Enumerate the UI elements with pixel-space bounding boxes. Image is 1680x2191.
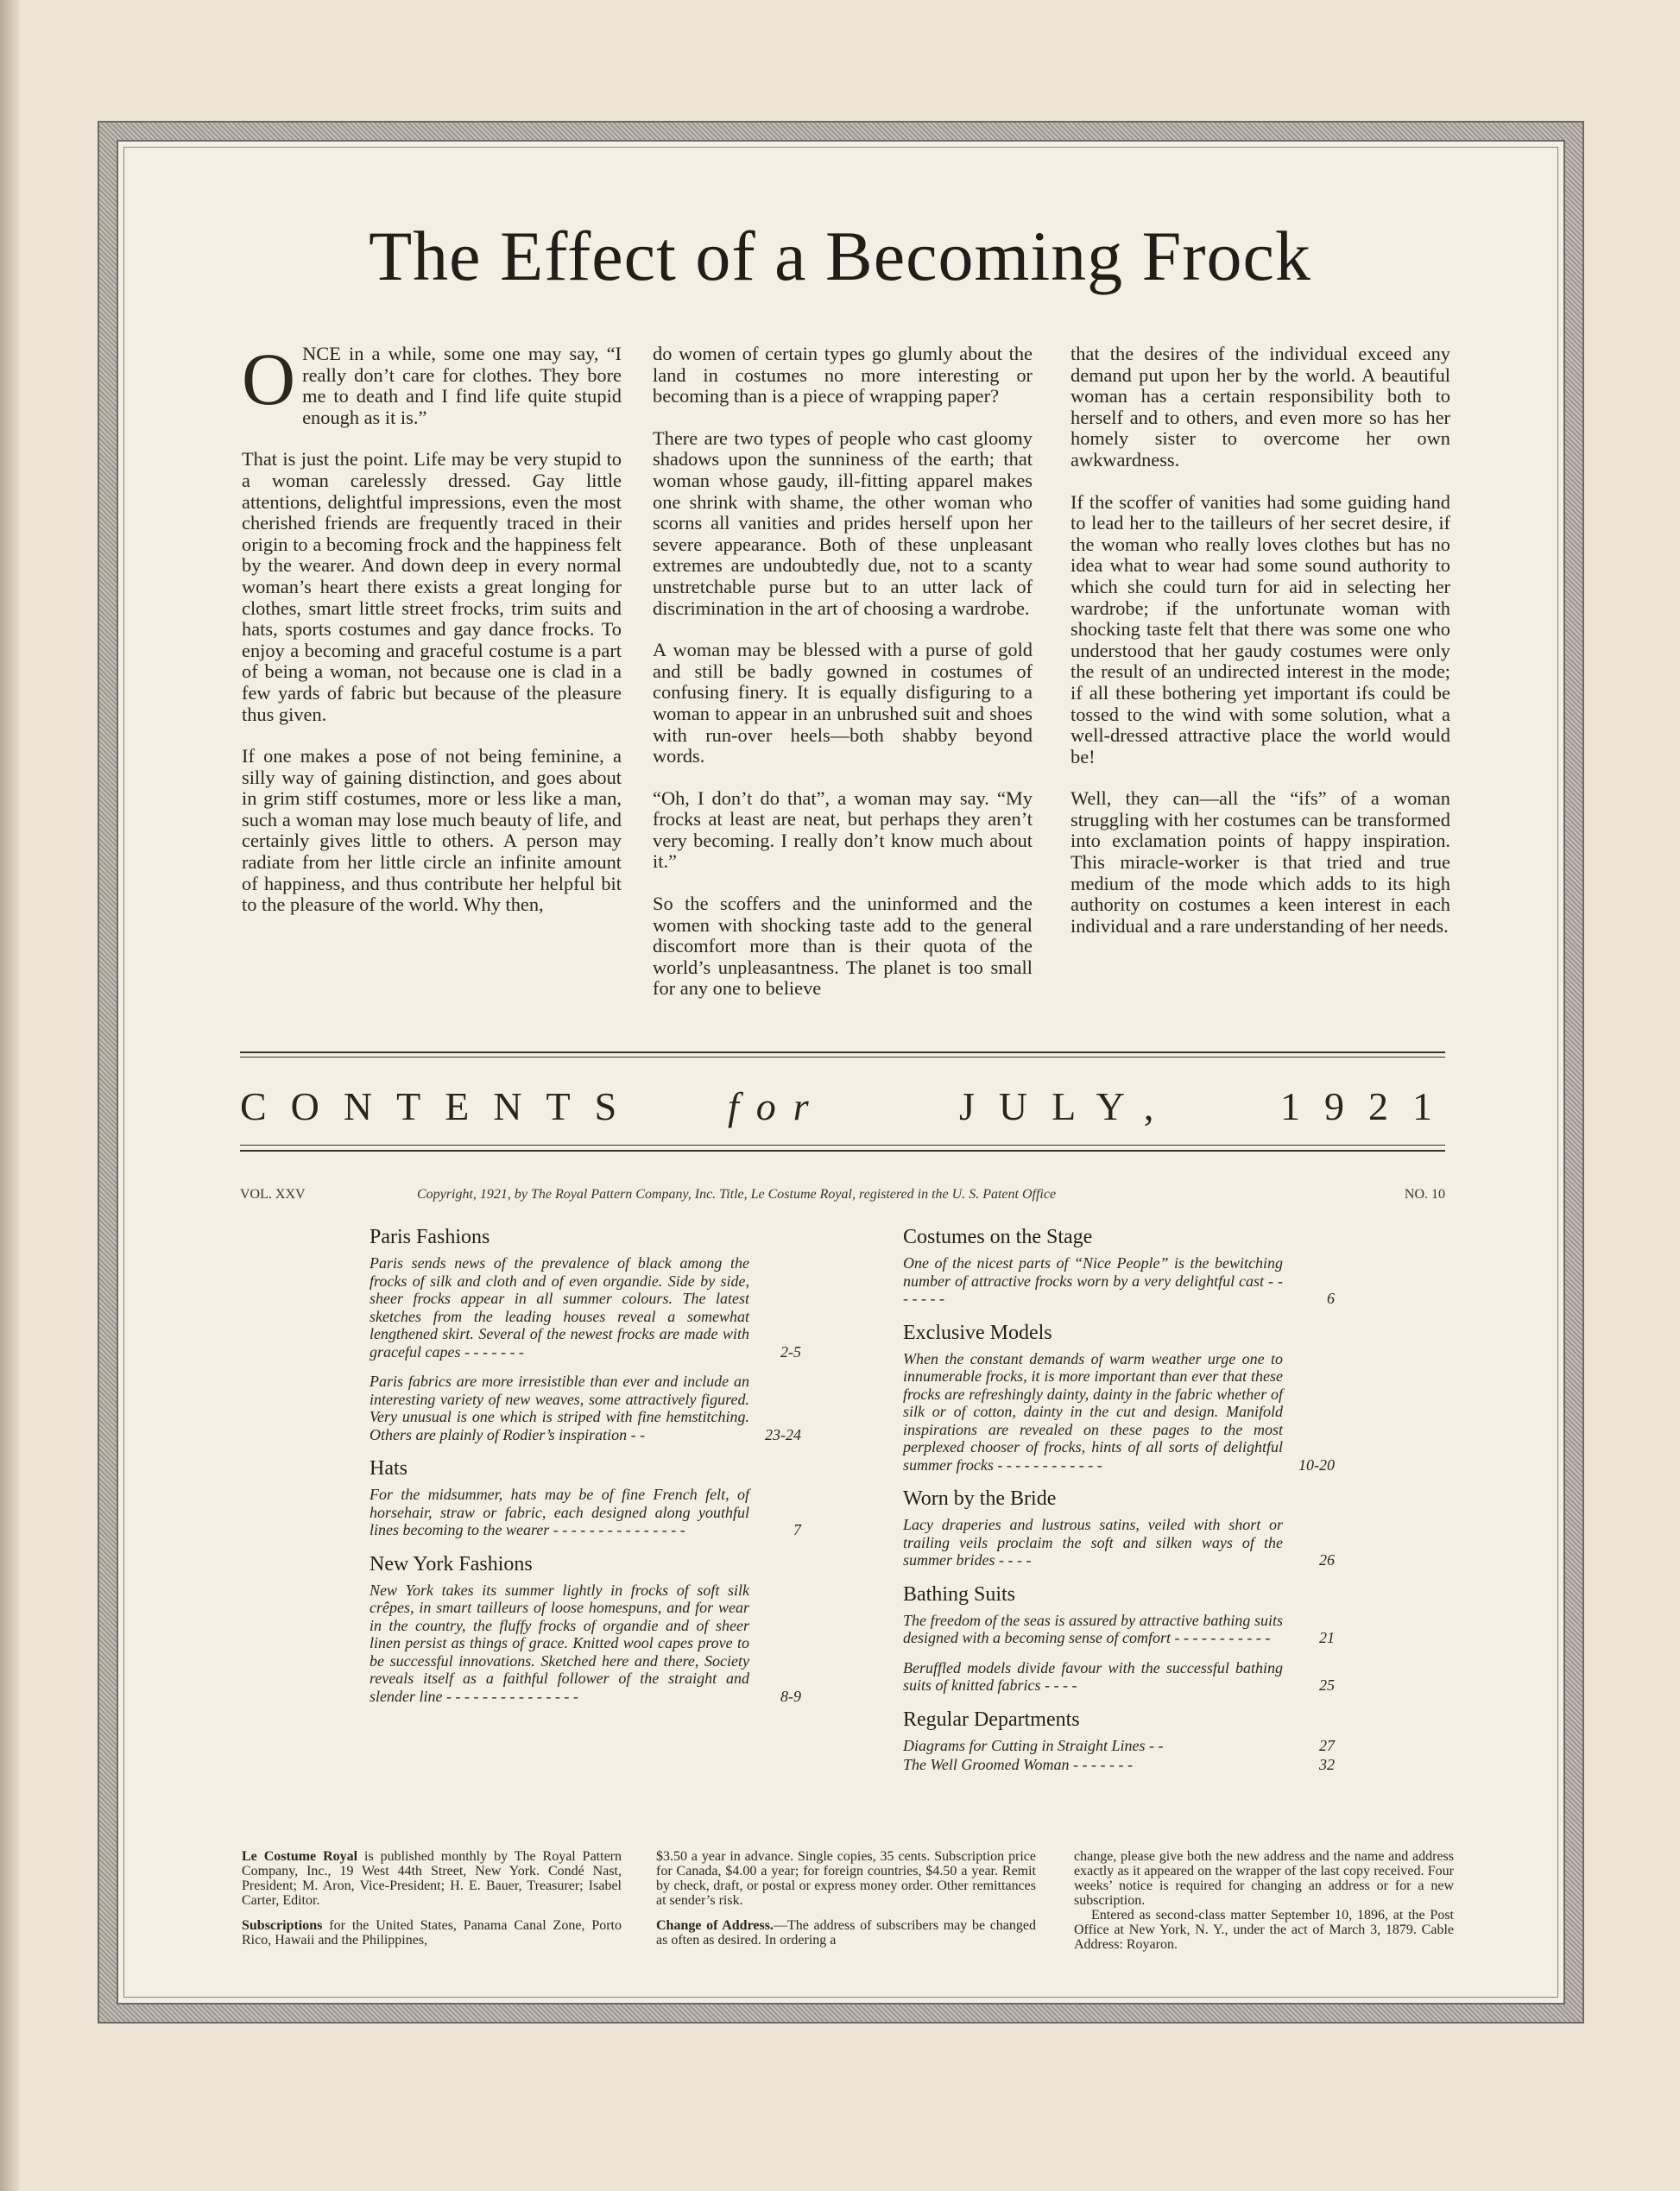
toc-entry: Diagrams for Cutting in Straight Lines - - 27 (903, 1736, 1335, 1754)
contents-rule-bottom-thin (240, 1145, 1445, 1146)
footer-paragraph: Subscriptions for the United States, Panama Canal Zone, Porto Rico, Hawaii and the Philippines, (242, 1918, 622, 1948)
toc-section-heading: Bathing Suits (903, 1582, 1016, 1606)
toc-section (369, 1226, 801, 1443)
address-change-info (1074, 1849, 1454, 1962)
footer-paragraph: $3.50 a year in advance. Single copies, 35 cents. Subscription price for Canada, $4.00 a year; for foreign countries, $4.50 a year. Remit by check, draft, or postal or express money order. Other remittances at sender’s risk. (656, 1849, 1036, 1908)
article-paragraph: that the desires of the individual exceed any demand put upon her by the world. A beautiful woman has a certain responsibility both to herself and to others, and even more so has her homely sister to overcome her own awkwardness. (1071, 343, 1450, 470)
footer-paragraph: Entered as second-class matter September 10, 1896, at the Post Office at New York, N. Y., under the act of March 3, 1879. Cable Address: Royaron. (1074, 1908, 1454, 1952)
toc-entry: One of the nicest parts of “Nice People” is the bewitching number of attractive frocks worn by a very delightful cast - - - - - - - 6 (903, 1254, 1335, 1307)
toc-right-column (903, 1226, 1335, 1788)
contents-year: 1921 (1280, 1084, 1456, 1128)
article-column-1 (242, 338, 622, 937)
toc-entry: The Well Groomed Woman - - - - - - - 32 (903, 1756, 1335, 1773)
toc-section-heading: Exclusive Models (903, 1321, 1052, 1344)
toc-section (903, 1487, 1335, 1569)
article-column-2 (653, 344, 1033, 1020)
copyright-line: Copyright, 1921, by The Royal Pattern Company, Inc. Title, Le Costume Royal, registered in the U. S. Patent Office (417, 1187, 1057, 1202)
contents-rule-top (240, 1051, 1445, 1053)
article-paragraph: “Oh, I don’t do that”, a woman may say. “My frocks at least are neat, but perhaps they aren’t very becoming. I really don’t know much about it.” (653, 786, 1033, 873)
toc-section-heading: Paris Fashions (369, 1226, 490, 1248)
subscription-info (656, 1849, 1036, 1958)
article-paragraph: If one makes a pose of not being feminine, a silly way of gaining distinction, and goes about in grim stiff costumes, more or less like a man, such a woman may lose much beauty of life, and certainly gives little to others. A person may radiate from her little circle an infinite amount of happiness, and thus contribute her helpful bit to the pleasure of the world. Why then, (242, 745, 622, 916)
contents-rule-top-thin (240, 1057, 1445, 1058)
toc-section (903, 1322, 1335, 1474)
toc-left-column (369, 1226, 801, 1719)
toc-page: 10-20 (1298, 1455, 1335, 1474)
toc-section (903, 1708, 1335, 1774)
toc-page: 7 (793, 1521, 801, 1538)
article-paragraph: Well, they can—all the “ifs” of a woman struggling with her costumes can be transformed into exclamation points of happy inspiration. This miracle-worker is that tried and true medium of the mode which adds to its high authority on costumes a keen interest in each individual and a rare understanding of her needs. (1071, 787, 1450, 937)
toc-section (903, 1583, 1335, 1695)
contents-rule-bottom (240, 1150, 1445, 1152)
publisher-info (242, 1849, 622, 1958)
toc-page: 23-24 (765, 1425, 801, 1443)
article-body (242, 338, 1450, 1017)
contents-word: CONTENTS (240, 1084, 641, 1128)
toc-entry: For the midsummer, hats may be of fine French felt, of horsehair, straw or fabric, each designed along youthful lines becoming to the wearer - - - - - - - - - - - - - - - 7 (369, 1486, 801, 1538)
toc-page: 27 (1319, 1736, 1335, 1754)
contents-heading (240, 1083, 1456, 1135)
article-column-3 (1071, 344, 1450, 957)
article-paragraph: There are two types of people who cast gloomy shadows upon the sunniness of the earth; that woman whose gaudy, ill-fitting apparel makes one shrink with shame, the other woman who scorns all vanities and prides herself upon her severe appearance. Both of these unpleasant extremes are undoubtedly due, not to a scanty unstretchable purse but to an utter lack of discrimination in the art of choosing a wardrobe. (653, 426, 1033, 619)
footer-paragraph: change, please give both the new address and the name and address exactly as it appeared on the wrapper of the last copy received. Four weeks’ notice is required for changing an address or for a new subscription. (1074, 1849, 1454, 1908)
contents-month: JULY, (959, 1084, 1178, 1128)
toc-page: 8-9 (780, 1687, 801, 1705)
toc-entry: Beruffled models divide favour with the successful bathing suits of knitted fabrics - - - - 25 (903, 1658, 1335, 1694)
toc-page: 25 (1319, 1676, 1335, 1694)
toc-section (369, 1457, 801, 1539)
toc-entry: When the constant demands of warm weather urge one to innumerable frocks, it is more important than ever that these frocks are refreshingly dainty, dainty in the fabric whether of silk or of cotton, dainty in the cut and design. Manifold inspirations are revealed on these pages to the most perplexed chooser of frocks, hints of all sorts of delightful summer frocks - - - - - - - - - - - - 10-20 (903, 1349, 1335, 1474)
issue-number: NO. 10 (1404, 1187, 1445, 1202)
volume-label: VOL. XXV (240, 1187, 306, 1202)
toc-section-heading: Hats (369, 1457, 407, 1480)
article-paragraph: If the scoffer of vanities had some guiding hand to lead her to the tailleurs of her secret desire, if the woman who really loves clothes but has no idea what to wear had some sound authority to which she could turn for aid in selecting her wardrobe; if the unfortunate woman with shocking taste felt that there was some one who understood that her gaudy costumes were only the result of an undirected interest in the mode; if all these bothering yet important ifs could be tossed to the wind with some solution, what a well-dressed attractive place the world would be! (1071, 490, 1450, 767)
article-paragraph: That is just the point. Life may be very stupid to a woman carelessly dressed. Gay little attentions, delightful impressions, even the most cherished friends are frequently traced in their origin to a becoming frock and the happiness felt by the wearer. And down deep in every normal woman’s heart there exists a great longing for clothes, smart little street frocks, trim suits and hats, sports costumes and gay dance frocks. To enjoy a becoming and graceful costume is a part of being a woman, not because one is clad in a few yards of fabric but because of the pleasure thus given. (242, 448, 622, 725)
article-paragraph: do women of certain types go glumly about the land in costumes no more interesting or becoming than is a piece of wrapping paper? (653, 343, 1033, 407)
toc-entry: Paris fabrics are more irresistible than ever and include an interesting variety of new weaves, some attractively figured. Very unusual is one which is striped with fine hemstitching. Others are plainly of Rodier’s inspiration - - 23-24 (369, 1373, 801, 1443)
article-paragraph: So the scoffers and the uninformed and the women with shocking taste add to the general discomfort more than is their quota of the world’s unpleasantness. The planet is too small for any one to believe (653, 893, 1033, 1000)
article-paragraph: ONCE in a while, some one may say, “I really don’t care for clothes. They bore me to death and I find life quite stupid enough as it is.” (242, 338, 622, 428)
toc-page: 32 (1319, 1756, 1335, 1773)
toc-section-heading: Worn by the Bride (903, 1487, 1057, 1510)
toc-section-heading: Regular Departments (903, 1708, 1080, 1731)
toc-entry: Lacy draperies and lustrous satins, veiled with short or trailing veils proclaim the soft and silken ways of the summer brides - - - - 26 (903, 1516, 1335, 1569)
toc-entry: New York takes its summer lightly in frocks of soft silk crêpes, in smart tailleurs of loose homespuns, and for wear in the country, the fluffy frocks of organdie and of sheer linen persist as things of grace. Knitted wool capes prove to be successful innovations. Sketched here and there, Society reveals itself as a faithful follower of the straight and slender line - - - - - - - - - - - - - - - 8-9 (369, 1581, 801, 1705)
toc-page: 26 (1319, 1551, 1335, 1569)
toc-section-heading: New York Fashions (369, 1552, 533, 1575)
toc-section (369, 1553, 801, 1706)
toc-page: 6 (1327, 1290, 1335, 1307)
toc-page: 2-5 (780, 1342, 801, 1361)
footer-paragraph: Change of Address.—The address of subscribers may be changed as often as desired. In ordering a (656, 1918, 1036, 1948)
toc-section-heading: Costumes on the Stage (903, 1226, 1093, 1248)
footer-paragraph: Le Costume Royal is published monthly by The Royal Pattern Company, Inc., 19 West 44th Street, New York. Condé Nast, President; M. Aron, Vice-President; H. E. Bauer, Treasurer; Isabel Carter, Editor. (242, 1849, 622, 1908)
contents-for: for (728, 1084, 826, 1128)
toc-section (903, 1226, 1335, 1308)
article-title: The Effect of a Becoming Frock (369, 217, 1311, 295)
article-paragraph: A woman may be blessed with a purse of gold and still be badly gowned in costumes of confusing finery. It is equally disfiguring to a woman to appear in an unbrushed suit and shoes with run-over heels—both shabby beyond words. (653, 639, 1033, 767)
drop-cap: O (242, 338, 296, 420)
toc-entry: The freedom of the seas is assured by attractive bathing suits designed with a becoming sense of comfort - - - - - - - - - - - 21 (903, 1611, 1335, 1646)
toc-page: 21 (1319, 1629, 1335, 1646)
toc-entry: Paris sends news of the prevalence of black among the frocks of silk and cloth and of even organdie. Side by side, sheer frocks appear in all summer colours. The latest sketches from the leading houses reveal a somewhat lengthened skirt. Several of the newest frocks are made with graceful capes - - - - - - - 2-5 (369, 1254, 801, 1361)
page-edge (0, 0, 19, 2191)
